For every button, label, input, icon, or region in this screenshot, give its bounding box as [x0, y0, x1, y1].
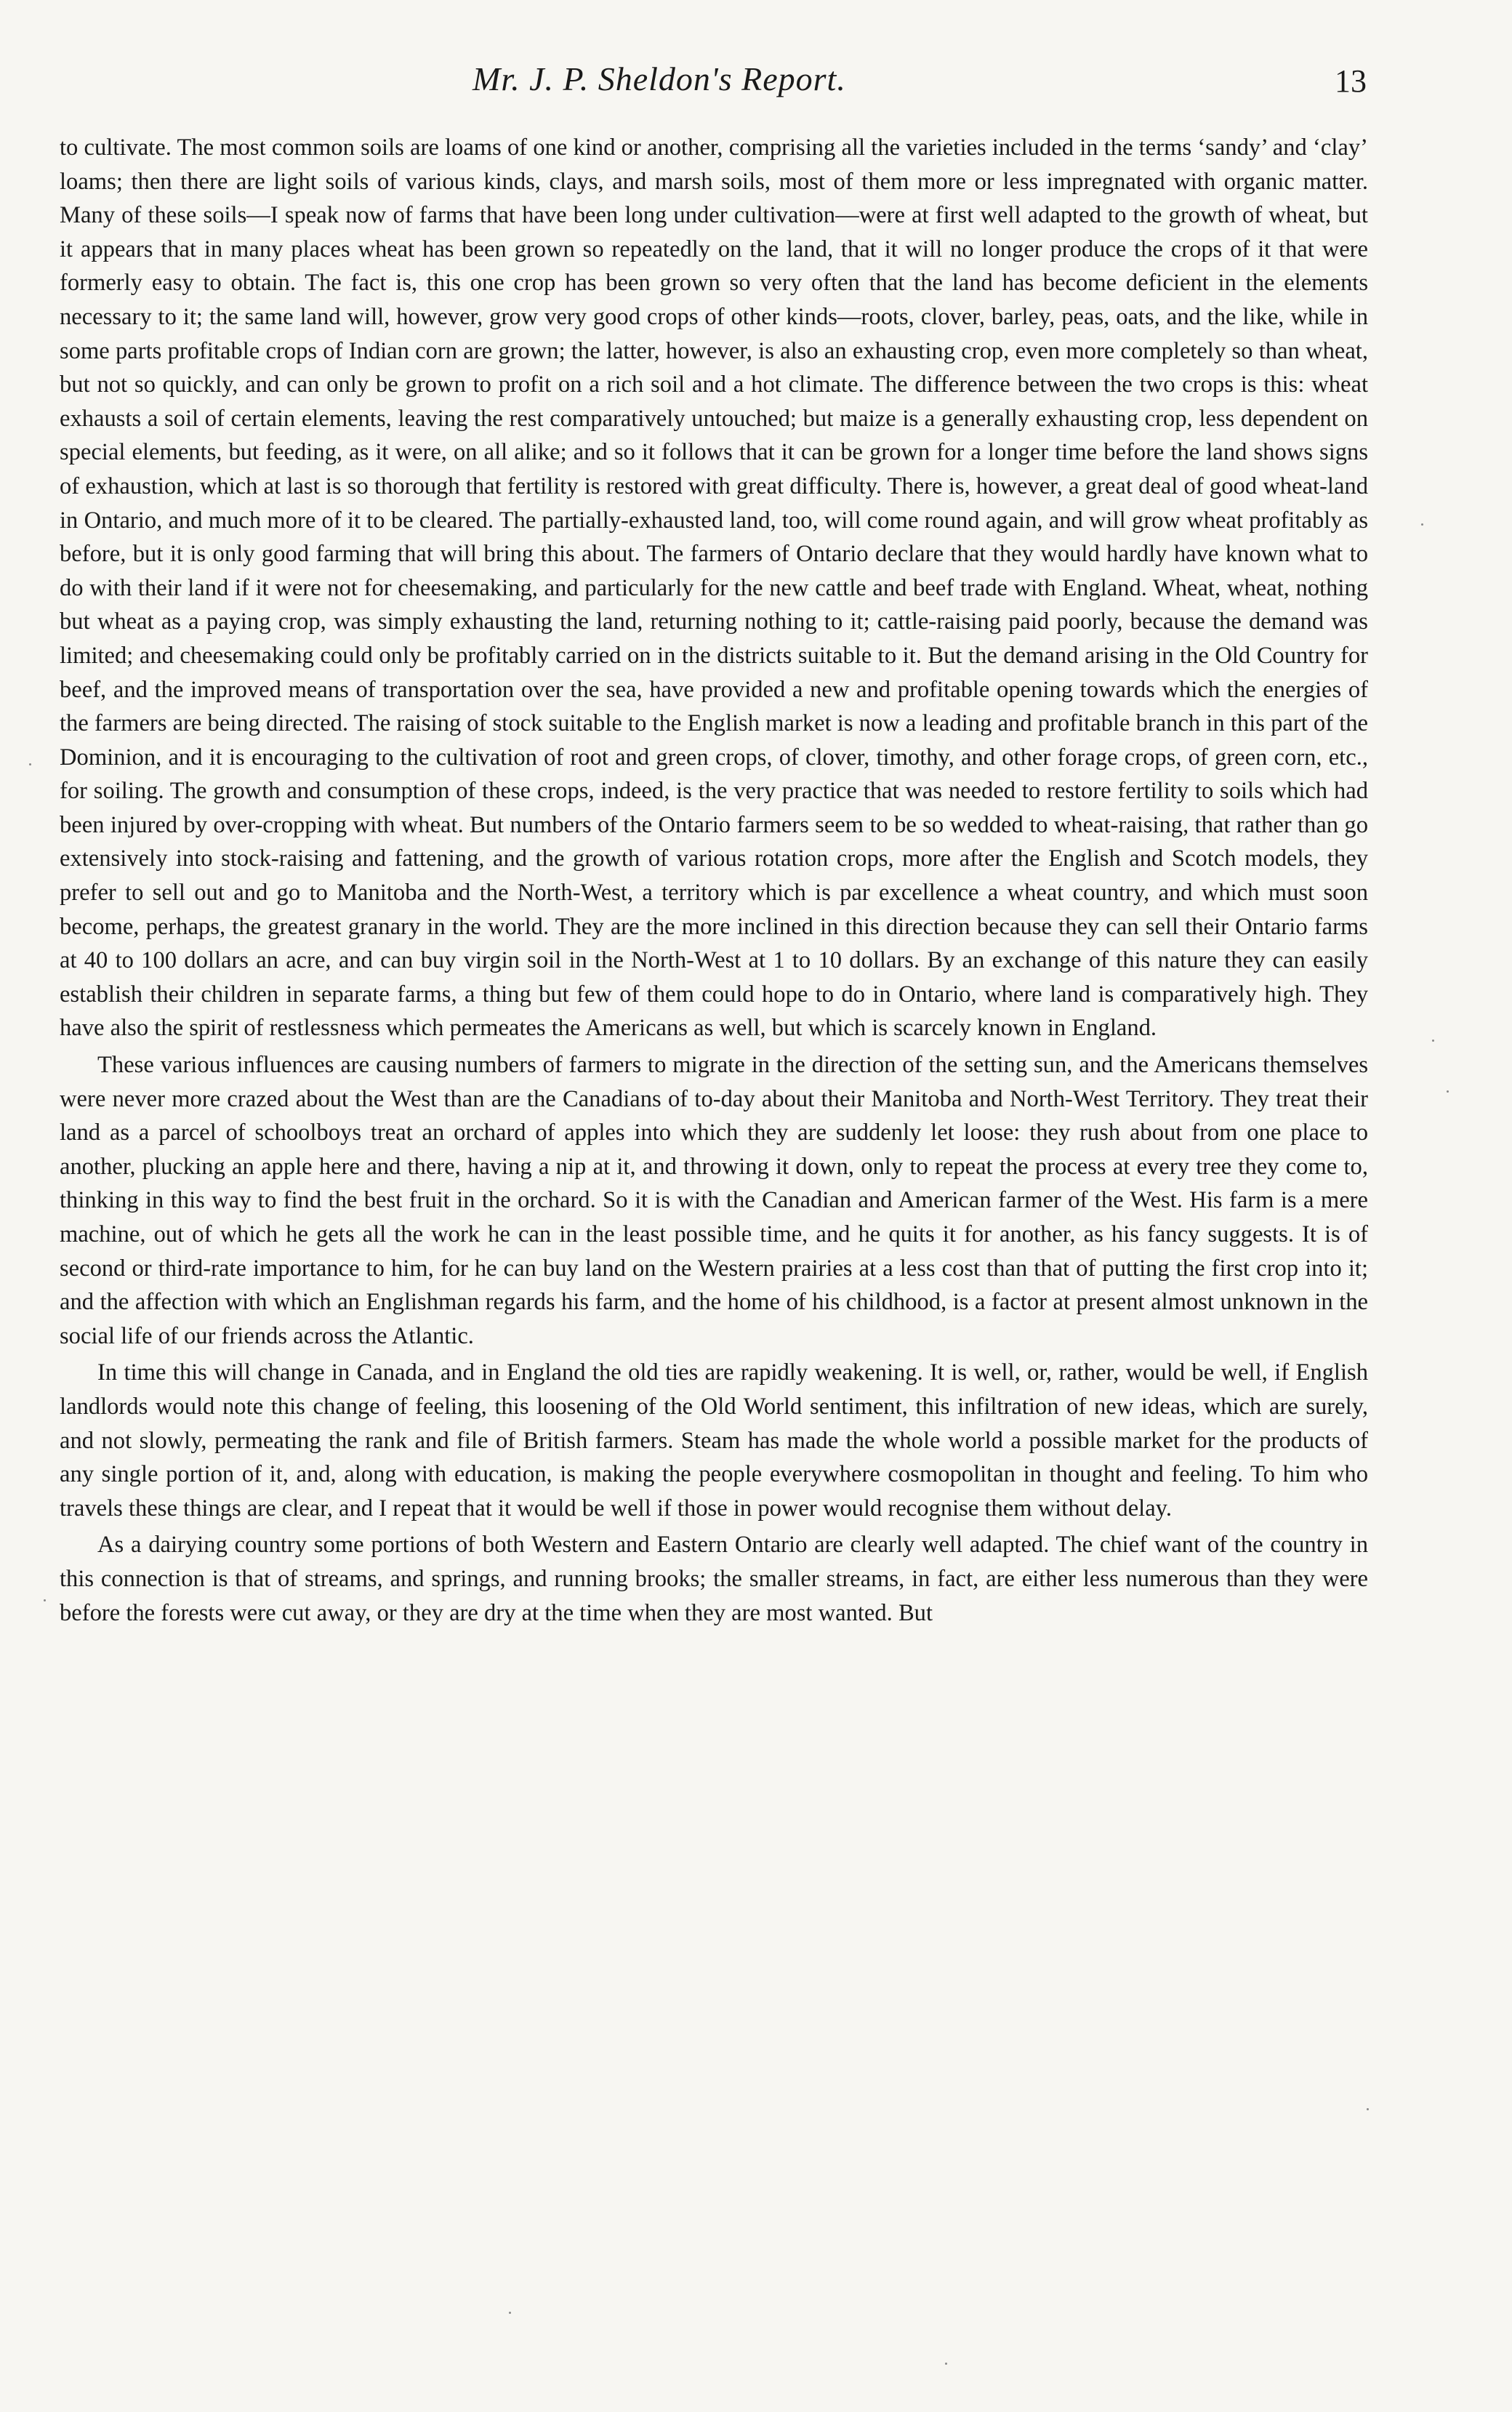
page-number: 13: [1335, 63, 1367, 99]
page-header: [0, 60, 1512, 118]
scan-speck: [509, 2312, 511, 2314]
scan-speck: [1421, 523, 1423, 526]
scan-speck: [1367, 2108, 1369, 2110]
paragraph-1: to cultivate. The most common soils are loams of one kind or another, comprising all the varieties included in the terms ‘sandy’ and ‘clay’ loams; then there are light soils of various kinds, clays, and marsh soils, most of them more or less impregnated with organic matter. Many of these soils—I speak now of farms that have been long under cultivation—were at first well adapted to the growth of wheat, but it appears that in many places wheat has been grown so repeatedly on the land, that it will no longer produce the crops of it that were formerly easy to obtain. The fact is, this one crop has been grown so very often that the land has become deficient in the elements necessary to it; the same land will, however, grow very good crops of other kinds—roots, clover, barley, peas, oats, and the like, while in some parts profitable crops of Indian corn are grown; the latter, however, is also an exhausting crop, even more completely so than wheat, but not so quickly, and can only be grown to profit on a rich soil and a hot climate. The difference between the two crops is this: wheat exhausts a soil of certain elements, leaving the rest comparatively untouched; but maize is a generally exhausting crop, less dependent on special elements, but feeding, as it were, on all alike; and so it follows that it can be grown for a longer time before the land shows signs of exhaustion, which at last is so thorough that fertility is restored with great difficulty. There is, however, a great deal of good wheat-land in Ontario, and much more of it to be cleared. The partially-exhausted land, too, will come round again, and will grow wheat profitably as before, but it is only good farming that will bring this about. The farmers of Ontario declare that they would hardly have known what to do with their land if it were not for cheesemaking, and particularly for the new cattle and beef trade with England. Wheat, wheat, nothing but wheat as a paying crop, was simply exhausting the land, returning nothing to it; cattle-raising paid poorly, because the demand was limited; and cheesemaking could only be profitably carried on in the districts suitable to it. But the demand arising in the Old Country for beef, and the improved means of transportation over the sea, have provided a new and profitable opening towards which the energies of the farmers are being directed. The raising of stock suitable to the English market is now a leading and profitable branch in this part of the Dominion, and it is encouraging to the cultivation of root and green crops, of clover, timothy, and other forage crops, of green corn, etc., for soiling. The growth and consumption of these crops, indeed, is the very practice that was needed to restore fertility to soils which had been injured by over-cropping with wheat. But numbers of the Ontario farmers seem to be so wedded to wheat-raising, that rather than go extensively into stock-raising and fattening, and the growth of various rotation crops, more after the English and Scotch models, they prefer to sell out and go to Manitoba and the North-West, a territory which is par excellence a wheat country, and which must soon become, perhaps, the greatest granary in the world. They are the more inclined in this direction because they can sell their Ontario farms at 40 to 100 dollars an acre, and can buy virgin soil in the North-West at 1 to 10 dollars. By an exchange of this nature they can easily establish their children in separate farms, a thing but few of them could hope to do in Ontario, where land is comparatively high. They have also the spirit of restlessness which permeates the Americans as well, but which is scarcely known in England.: [60, 134, 1368, 1042]
scan-speck: [1432, 1040, 1434, 1042]
running-head: Mr. J. P. Sheldon's Report.: [472, 60, 846, 97]
scan-speck: [945, 2363, 947, 2365]
scan-speck: [1447, 1090, 1449, 1093]
paragraph-2: These various influences are causing numbers of farmers to migrate in the direction of the setting sun, and the Americans themselves were never more crazed about the West than are the Canadians of to-day about their Manitoba and North-West Territory. They treat their land as a parcel of schoolboys treat an orchard of apples into which they are suddenly let loose: they rush about from one place to another, plucking an apple here and there, having a nip at it, and throwing it down, only to repeat the process at every tree they come to, thinking in this way to find the best fruit in the orchard. So it is with the Canadian and American farmer of the West. His farm is a mere machine, out of which he gets all the work he can in the least possible time, and he quits it for another, as his fancy suggests. It is of second or third-rate importance to him, for he can buy land on the Western prairies at a less cost than that of putting the first crop into it; and the affection with which an Englishman regards his farm, and the home of his childhood, is a factor at present almost unknown in the social life of our friends across the Atlantic.: [60, 1052, 1368, 1349]
scan-speck: [44, 1599, 46, 1601]
scan-speck: [29, 763, 31, 765]
paragraph-4: As a dairying country some portions of both Western and Eastern Ontario are clearly well adapted. The chief want of the country in this connection is that of streams, and springs, and running brooks; the smaller streams, in fact, are either less numerous than they were before the forests were cut away, or they are dry at the time when they are most wanted. But: [60, 1532, 1368, 1626]
paragraph-3: In time this will change in Canada, and in England the old ties are rapidly weakening. It is well, or, rather, would be well, if English landlords would note this change of feeling, this loosening of the Old World sentiment, this infiltration of new ideas, which are surely, and not slowly, permeating the rank and file of British farmers. Steam has made the whole world a possible market for the products of any single portion of it, and, along with education, is making the people everywhere cosmopolitan in thought and feeling. To him who travels these things are clear, and I repeat that it would be well if those in power would recognise them without delay.: [60, 1359, 1368, 1521]
body-text: [60, 131, 1368, 1633]
